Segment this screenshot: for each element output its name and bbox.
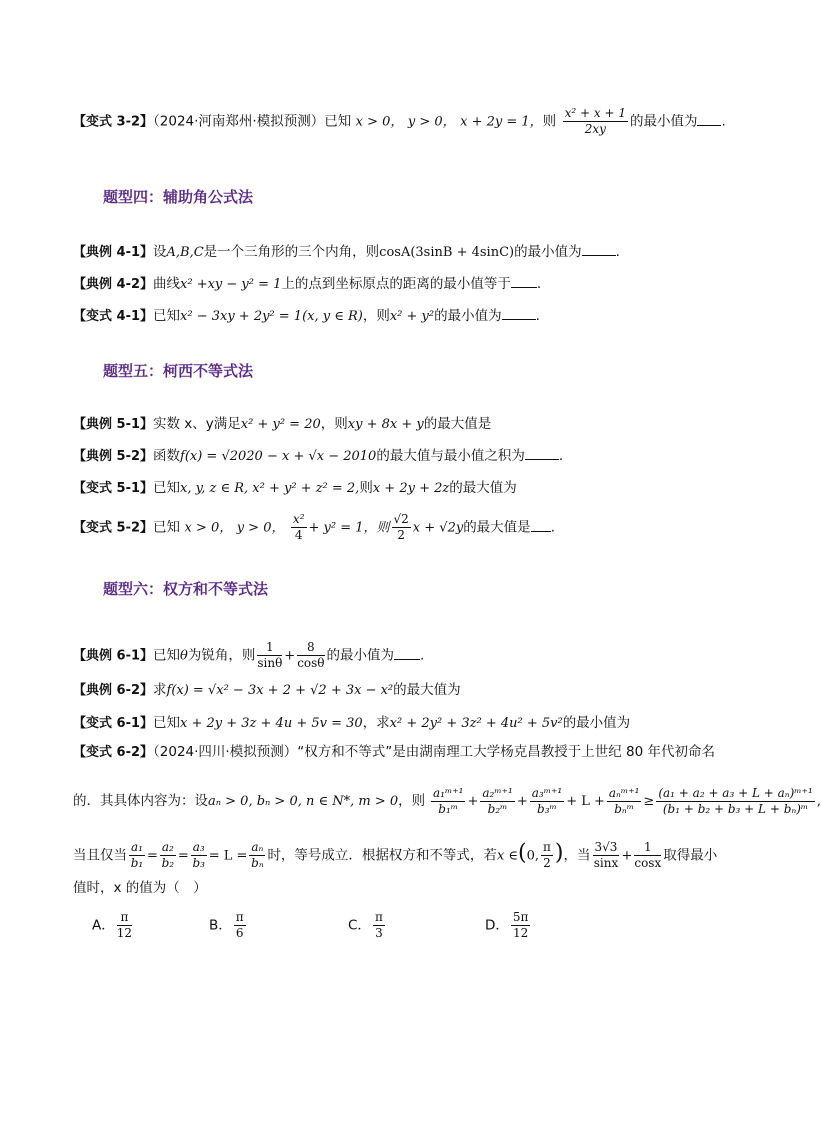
- problem-variant-4-1: 【变式 4-1】已知x² − 3xy + 2y² = 1(x, y ∈ R)，则x² + y²的最小值为 .: [73, 308, 540, 324]
- fraction: $\frac{3√3}{\sin x}$: [593, 840, 619, 870]
- fraction: $\frac{\text{a₁}}{\text{b₁}}$: [130, 840, 144, 870]
- answer-blank: [502, 307, 536, 320]
- text: 上的点到坐标原点的距离的最小值等于: [281, 276, 511, 292]
- option-b[interactable]: [209, 910, 248, 941]
- fraction: $\frac{\pi}{12}$: [116, 910, 133, 940]
- text: 的最小值为: [562, 715, 631, 731]
- math: x² + y² = 20: [240, 417, 321, 432]
- fraction: $\frac{\pi}{6}$: [235, 910, 244, 940]
- text: 曲线: [153, 276, 181, 292]
- math: x > 0，: [355, 114, 404, 130]
- text: 的最大值是: [463, 519, 531, 536]
- fraction: $\frac{√2}{2}$: [393, 512, 409, 542]
- math: x² +xy − y² = 1: [180, 277, 282, 292]
- text: 设: [153, 244, 167, 260]
- fraction: $\frac{\text{x² + x + 1}}{2xy}$: [564, 106, 626, 136]
- math: x + √2y: [412, 520, 464, 536]
- math: aₙ > 0, bₙ > 0, n ∈ N*, m > 0: [208, 794, 399, 809]
- source: （2024·河南郑州·模拟预测）: [153, 113, 325, 130]
- text: 则: [542, 113, 557, 130]
- math: + y² = 1，则: [308, 520, 390, 536]
- math: x² − 3xy + 2y² = 1(x, y ∈ R): [180, 309, 363, 324]
- math: + L +: [566, 794, 605, 809]
- fraction: $\frac{\pi}{3}$: [374, 910, 383, 940]
- math: f(x) = √2020 − x + √x − 2010: [180, 449, 377, 464]
- text: 是一个三角形的三个内角，则: [203, 244, 380, 260]
- problem-tag: 【典例 4-1】: [73, 245, 154, 260]
- fraction: $\frac{\text{aₙᵐ⁺¹}}{\text{bₙᵐ}}$: [608, 786, 640, 816]
- math: θ: [180, 648, 188, 664]
- fraction: $\frac{1}{\cos x}$: [634, 840, 662, 870]
- text: “权方和不等式”是由湖南理工大学杨克昌教授于上世纪 80 年代初命名: [297, 744, 715, 760]
- text: ，则: [320, 416, 348, 432]
- section-heading-6: 题型六：权方和不等式法: [103, 580, 269, 598]
- text: 函数: [153, 448, 181, 464]
- problem-tag: 【典例 6-1】: [73, 648, 154, 664]
- text: ，当: [563, 847, 591, 864]
- math: A,B,C: [166, 245, 204, 260]
- text: 已知: [153, 308, 181, 324]
- math: x > 0，: [184, 520, 233, 536]
- problem-tag: 【典例 5-1】: [73, 417, 154, 432]
- text: 的．其具体内容为：设: [73, 793, 208, 809]
- text: 已知: [153, 519, 181, 536]
- fraction: $\frac{\pi}{2}$: [543, 840, 551, 870]
- problem-tag: 【变式 5-1】: [73, 481, 154, 496]
- option-label: C．: [348, 917, 371, 934]
- text: ，则: [362, 308, 390, 324]
- text: 的最大值与最小值之积为: [376, 448, 525, 464]
- option-d[interactable]: [485, 910, 532, 941]
- problem-tag: 【典例 6-2】: [73, 683, 154, 698]
- problem-variant-6-2-line4: [73, 878, 207, 898]
- source: （2024·四川·模拟预测）: [153, 744, 298, 760]
- option-c[interactable]: [348, 910, 387, 941]
- text: 已知: [153, 480, 181, 496]
- text: 值时，x 的值为（ ）: [73, 880, 207, 896]
- problem-tag: 【变式 5-2】: [73, 520, 154, 536]
- problem-example-6-1: 【典例 6-1】已知θ为锐角，则 $\frac{1}{\sin\theta}$ + $\frac{8}{\cos\theta}$ 的最小值为 .: [73, 640, 425, 670]
- math: y > 0，: [236, 520, 285, 536]
- text: 的最大值为: [449, 480, 517, 496]
- text: 已知: [324, 113, 352, 130]
- fraction: $\frac{\text{a₃}}{\text{b₃}}$: [192, 840, 205, 870]
- text: 的最小值为: [629, 113, 698, 130]
- text: 已知: [153, 715, 181, 731]
- problem-variant-5-2: 【变式 5-2】已知 x > 0， y > 0， $\frac{\text{x²}}{4}$ + y² = 1，则 $\frac{√2}{2}$ x + √2y的最大值是 .: [73, 512, 555, 542]
- math: x ∈: [496, 848, 519, 864]
- problem-example-5-2: 【典例 5-2】函数f(x) = √2020 − x + √x − 2010的最大值与最小值之积为 .: [73, 448, 564, 464]
- math: x² + 2y² + 3z² + 4u² + 5v²: [389, 716, 563, 731]
- answer-blank: [394, 647, 420, 660]
- problem-variant-5-1: [73, 478, 517, 499]
- problem-variant-6-1: [73, 713, 630, 734]
- section-heading-4: 题型四：辅助角公式法: [103, 188, 254, 206]
- math: x, y, z ∈ R, x² + y² + z² = 2,: [180, 481, 360, 496]
- option-a[interactable]: [92, 910, 134, 941]
- math: = L =: [208, 848, 248, 864]
- fraction: $\frac{\text{a₁ᵐ⁺¹}}{\text{b₁ᵐ}}$: [432, 786, 464, 816]
- text: 的最大值是: [423, 416, 492, 432]
- problem-tag: 【变式 4-1】: [73, 309, 154, 324]
- problem-variant-6-2-line2: 的．其具体内容为：设aₙ > 0, bₙ > 0, n ∈ N*, m > 0，则 $\frac{\text{a₁ᵐ⁺¹}}{\text{b₁ᵐ}}$ + $\frac{\text{a₂ᵐ⁺¹}}{\text{b₂ᵐ}}$ + $\frac{\text{a₃ᵐ⁺¹}}{\text{b₃ᵐ}}$ + L + $\frac{\text{aₙᵐ⁺¹}}{\text{bₙᵐ}}$ ≥ $\frac{\text{(a₁ + a₂ + a₃ + L + aₙ)ᵐ⁺¹}}{\text{(b₁ + b₂ + b₃ + L + bₙ)ᵐ}}$ ,: [73, 786, 821, 816]
- problem-variant-6-2-line3: 当且仅当 $\frac{\text{a₁}}{\text{b₁}}$ = $\frac{\text{a₂}}{\text{b₂}}$ = $\frac{\text{a₃}}{\text{b₃}}$ = L = $\frac{\text{aₙ}}{\text{bₙ}}$ 时，等号成立．根据权方和不等式，若x ∈(0, $\frac{\pi}{2}$ )，当 $\frac{3√3}{\sin x}$ + $\frac{1}{\cos x}$ 取得最小: [73, 840, 718, 870]
- text: 的最小值为: [514, 244, 582, 260]
- fraction: $\frac{8}{\cos\theta}$: [297, 640, 325, 670]
- fraction: $\frac{\text{x²}}{4}$: [292, 512, 305, 542]
- math: xy + 8x + y: [347, 417, 424, 432]
- text: 当且仅当: [73, 847, 127, 864]
- text: 取得最小: [663, 847, 718, 864]
- text: 实数 x、y满足: [153, 416, 241, 432]
- problem-tag: 【典例 4-2】: [73, 277, 154, 292]
- problem-example-4-2: 【典例 4-2】曲线x² +xy − y² = 1上的点到坐标原点的距离的最小值等于 .: [73, 276, 542, 292]
- answer-blank: [531, 519, 551, 532]
- text: ，则: [398, 793, 426, 809]
- fraction: $\frac{5\pi}{12}$: [512, 910, 529, 940]
- fraction: $\frac{1}{\sin\theta}$: [257, 640, 283, 670]
- problem-tag: 【变式 6-1】: [73, 716, 154, 731]
- answer-blank: [525, 447, 559, 460]
- problem-example-4-1: 【典例 4-1】设A,B,C是一个三角形的三个内角，则cosA(3sinB + 4sinC)的最小值为 .: [73, 244, 620, 260]
- problem-example-5-1: [73, 414, 491, 435]
- problem-variant-3-2: 【变式 3-2】（2024·河南郑州·模拟预测）已知 x > 0， y > 0， x + 2y = 1，则 $\frac{\text{x² + x + 1}}{2xy}$ 的最小值为 .: [73, 106, 726, 136]
- text: 则: [359, 480, 373, 496]
- problem-tag: 【变式 6-2】: [73, 745, 154, 760]
- fraction: $\frac{\text{a₂}}{\text{b₂}}$: [161, 840, 175, 870]
- text: 的最小值为: [434, 308, 502, 324]
- option-label: B．: [209, 917, 232, 934]
- option-label: D．: [485, 917, 509, 934]
- problem-tag: 【典例 5-2】: [73, 449, 154, 464]
- text: 求: [153, 682, 167, 698]
- fraction: $\frac{\text{a₂ᵐ⁺¹}}{\text{b₂ᵐ}}$: [482, 786, 513, 816]
- text: 的最大值为: [393, 682, 461, 698]
- fraction: $\frac{\text{aₙ}}{\text{bₙ}}$: [251, 840, 264, 870]
- math: x² + y²: [389, 309, 435, 324]
- problem-tag: 【变式 3-2】: [73, 114, 154, 130]
- option-label: A．: [92, 917, 115, 934]
- text: 已知: [153, 647, 181, 664]
- math: f(x) = √x² − 3x + 2 + √2 + 3x − x²: [166, 683, 394, 698]
- math: cosA(3sinB + 4sinC): [379, 245, 515, 260]
- answer-blank: [582, 243, 616, 256]
- fraction: $\frac{\text{a₃ᵐ⁺¹}}{\text{b₃ᵐ}}$: [531, 786, 563, 816]
- fraction: $\frac{\text{(a₁ + a₂ + a₃ + L + aₙ)ᵐ⁺¹}}{\text{(b₁ + b₂ + b₃ + L + bₙ)ᵐ}}$: [658, 786, 813, 816]
- math: x + 2y + 2z: [372, 481, 450, 496]
- problem-variant-6-2-line1: [73, 742, 715, 763]
- answer-blank: [697, 113, 721, 126]
- math: y > 0，: [407, 114, 456, 130]
- answer-blank: [511, 275, 537, 288]
- math: x + 2y = 1，: [460, 114, 543, 130]
- section-heading-5: 题型五：柯西不等式法: [103, 362, 254, 380]
- text: ，求: [362, 715, 390, 731]
- text: 时，等号成立．根据权方和不等式，若: [267, 847, 497, 864]
- text: 的最小值为: [326, 647, 395, 664]
- text: 为锐角，则: [187, 647, 256, 664]
- problem-example-6-2: [73, 680, 461, 701]
- math: x + 2y + 3z + 4u + 5v = 30: [180, 716, 363, 731]
